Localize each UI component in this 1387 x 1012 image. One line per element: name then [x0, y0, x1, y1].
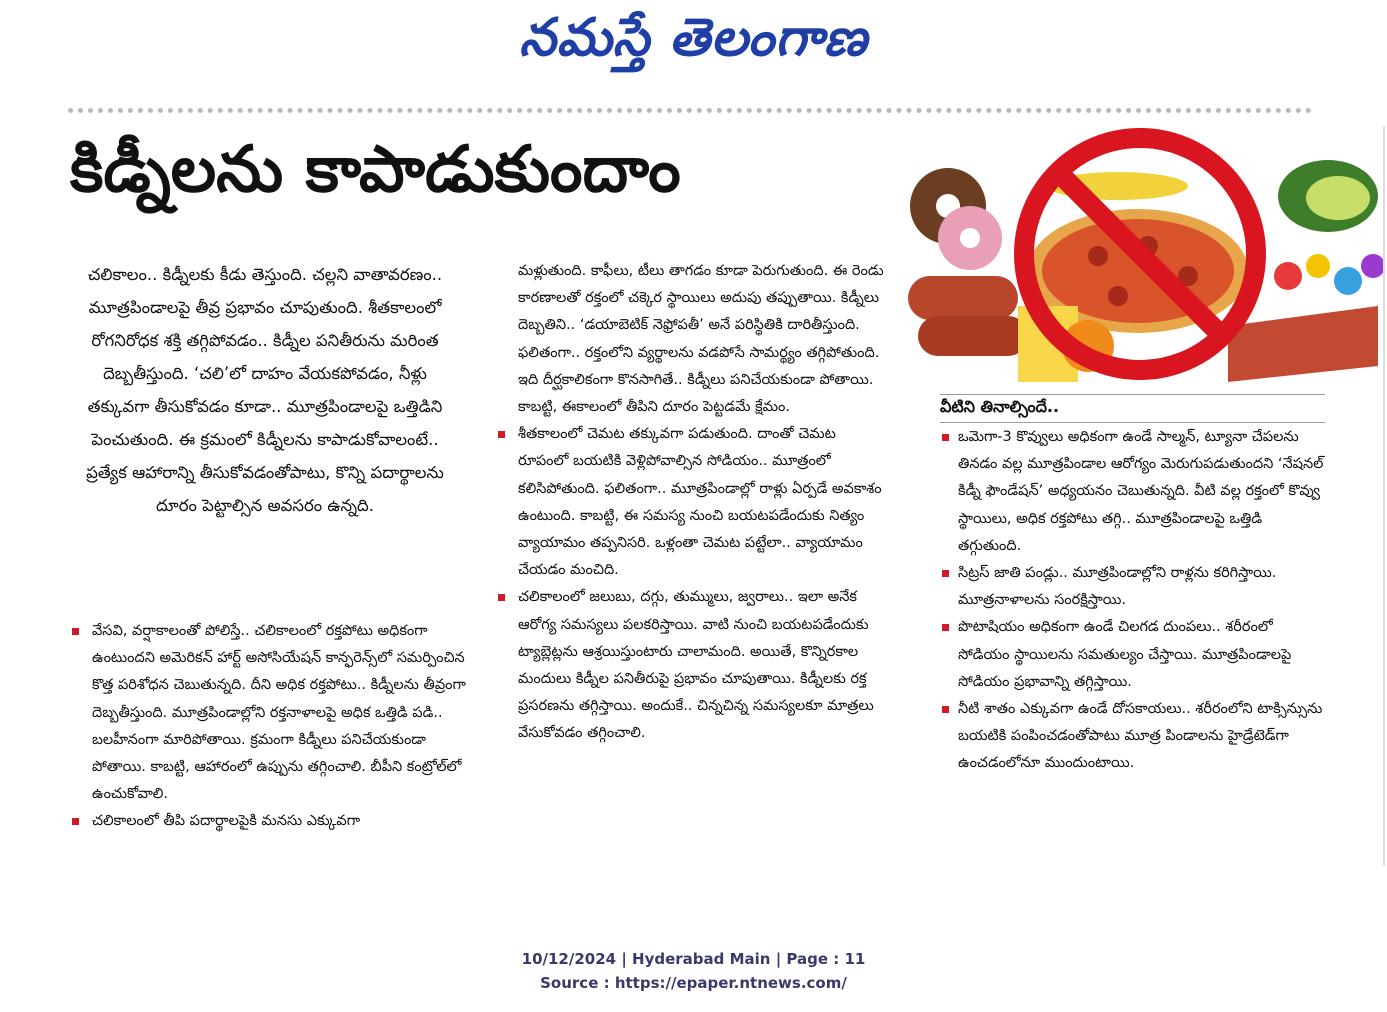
food-illustration: [908, 126, 1386, 382]
page-edge-line: [1383, 126, 1385, 866]
paragraph-text: చలికాలంలో తీపి పదార్థాలపైకి మనసు ఎక్కువగా: [92, 813, 361, 830]
list-item: [496, 258, 890, 421]
list-item: [70, 618, 470, 808]
bullet-icon: [72, 628, 79, 635]
paragraph-text: పొటాషియం అధికంగా ఉండే చిలగడ దుంపలు.. శరీరంలో సోడియం స్థాయిలను సమతుల్యం చేస్తాయి. మూత్రపిండాలపై సోడియం ప్రభావాన్ని తగ్గిస్తాయి.: [958, 619, 1292, 690]
footer-source-link[interactable]: Source : https://epaper.ntnews.com/: [540, 974, 847, 992]
bacon-icon: [1228, 306, 1378, 382]
list-item: [940, 614, 1325, 696]
column-3: [940, 424, 1325, 778]
paragraph-text: వేసవి, వర్షాకాలంతో పోలిస్తే.. చలికాలంలో రక్తపోటు అధికంగా ఉంటుందని అమెరికన్ హార్ట్ అసోసియేషన్ కాన్ఫరెన్స్‌లో సమర్పించిన కొత్త పరిశోధన చెబుతున్నది. దీని అధిక రక్తపోటు.. కిడ్నీలను తీవ్రంగా దెబ్బతీస్తుంది. మూత్రపిండాల్లోని రక్తనాళాలపై అధిక ఒత్తిడి పడి.. బలహీనంగా మారిపోతాయి. క్రమంగా కిడ్నీలు పనిచేయకుండా పోతాయి. కాబట్టి, ఆహారంలో ఉప్పును తగ్గించాలి. బీపీని కంట్రోల్‌లో ఉంచుకోవాలి.: [92, 623, 466, 803]
column-1: [70, 618, 470, 836]
paragraph-text: మళ్లుతుంది. కాఫీలు, టీలు తాగడం కూడా పెరుగుతుంది. ఈ రెండు కారణాలతో రక్తంలో చక్కెర స్థాయిలు అదుపు తప్పుతాయి. కిడ్నీలు దెబ్బతిని.. ‘డయాబెటిక్ నెఫ్రోపతీ’ అనే పరిస్థితికి దారితీస్తుంది. ఫలితంగా.. రక్తంలోని వ్యర్థాలను వడపోసే సామర్థ్యం తగ్గిపోతుంది. ఇది దీర్ఘకాలికంగా కొనసాగితే.. కిడ్నీలు పనిచేయకుండా పోతాయి. కాబట్టి, ఈకాలంలో తీపిని దూరం పెట్టడమే క్షేమం.: [518, 263, 884, 416]
bullet-icon: [498, 594, 505, 601]
paragraph-text: శీతకాలంలో చెమట తక్కువగా పడుతుంది. దాంతో చెమట రూపంలో బయటికి వెళ్లిపోవాల్సిన సోడియం.. మూత్రంలో కలిసిపోతుంది. ఫలితంగా.. మూత్రపిండాల్లో రాళ్లు ఏర్పడే అవకాశం ఉంటుంది. కాబట్టి, ఈ సమస్య నుంచి బయటపడేందుకు నిత్యం వ్యాయామం తప్పనిసరి. ఒళ్లంతా చెమట పట్టేలా.. వ్యాయామం చేయడం మంచిది.: [518, 426, 882, 579]
article-intro: చలికాలం.. కిడ్నీలకు కీడు తెస్తుంది. చల్లని వాతావరణం.. మూత్రపిండాలపై తీవ్ర ప్రభావం చూపుతుంది. శీతకాలంలో రోగనిరోధక శక్తి తగ్గిపోవడం.. కిడ్నీల పనితీరును మరింత దెబ్బతీస్తుంది. ‘చలి’లో దాహం వేయకపోవడం, నీళ్లు తక్కువగా తీసుకోవడం కూడా.. మూత్రపిండాలపై ఒత్తిడిని పెంచుతుంది. ఈ క్రమంలో కిడ్నీలను కాపాడుకోవాలంటే.. ప్రత్యేక ఆహారాన్ని తీసుకోవడంతోపాటు, కొన్ని పదార్థాలను దూరం పెట్టాల్సిన అవసరం ఉన్నది.: [86, 265, 444, 515]
no-junk-food-icon: [908, 126, 1386, 382]
bullet-icon: [942, 434, 949, 441]
paragraph-text: నీటి శాతం ఎక్కువగా ఉండే దోసకాయలు.. శరీరంలోని టాక్సిన్సును బయటికి పంపించడంతోపాటు మూత్ర పిండాలను హైడ్రేటెడ్‌గా ఉంచడంలోనూ ముందుంటాయి.: [958, 701, 1323, 772]
bullet-icon: [942, 706, 949, 713]
list-item: [496, 421, 890, 584]
section-subhead: వీటిని తినాల్సిందే..: [940, 394, 1325, 423]
list-item: [940, 560, 1325, 614]
dotted-divider: [68, 108, 1312, 113]
list-item: [940, 696, 1325, 778]
paragraph-text: ఒమెగా-3 కొవ్వులు అధికంగా ఉండే సాల్మన్, ట్యూనా చేపలను తినడం వల్ల మూత్రపిండాల ఆరోగ్యం మెరుగుపడుతుందని ‘నేషనల్ కిడ్నీ ఫౌండేషన్’ అధ్యయనం చెబుతున్నది. వీటి వల్ల రక్తంలో కొవ్వు స్థాయిలు, అధిక రక్తపోటు తగ్గి.. మూత్రపిండాలపై ఒత్తిడి తగ్గుతుంది.: [958, 429, 1324, 554]
bullet-icon: [942, 624, 949, 631]
sausage-icon: [908, 276, 1018, 320]
article-headline: కిడ్నీలను కాపాడుకుందాం: [70, 133, 681, 207]
bullet-icon: [942, 570, 949, 577]
bullet-icon: [72, 818, 79, 825]
paragraph-text: సిట్రస్ జాతి పండ్లు.. మూత్రపిండాల్లోని రాళ్లను కరిగిస్తాయి. మూత్రనాళాలను సంరక్షిస్తాయి.: [958, 565, 1277, 609]
list-item: [940, 424, 1325, 560]
sausage-icon: [918, 316, 1028, 356]
paragraph-text: చలికాలంలో జలుబు, దగ్గు, తుమ్ములు, జ్వరాలు.. ఇలా అనేక ఆరోగ్య సమస్యలు పలకరిస్తాయి. వాటి నుంచి బయటపడేందుకు ట్యాబ్లెట్లను ఆశ్రయిస్తుంటారు చాలామంది. అయితే, కొన్నిరకాల మందులు కిడ్నీల పనితీరుపై ప్రభావం చూపుతాయి. కిడ్నీలకు రక్త ప్రసరణను తగ్గిస్తాయి. అందుకే.. చిన్నచిన్న సమస్యలకూ మాత్రలు వేసుకోవడం తగ్గించాలి.: [518, 589, 874, 742]
list-item: [496, 584, 890, 747]
list-item: [70, 808, 470, 835]
footer-date-page: 10/12/2024 | Hyderabad Main | Page : 11: [521, 950, 866, 968]
candy-icon: [1274, 262, 1302, 290]
masthead-logo: నమస్తే తెలంగాణ: [519, 8, 868, 68]
bullet-icon: [498, 431, 505, 438]
column-2: [496, 258, 890, 748]
